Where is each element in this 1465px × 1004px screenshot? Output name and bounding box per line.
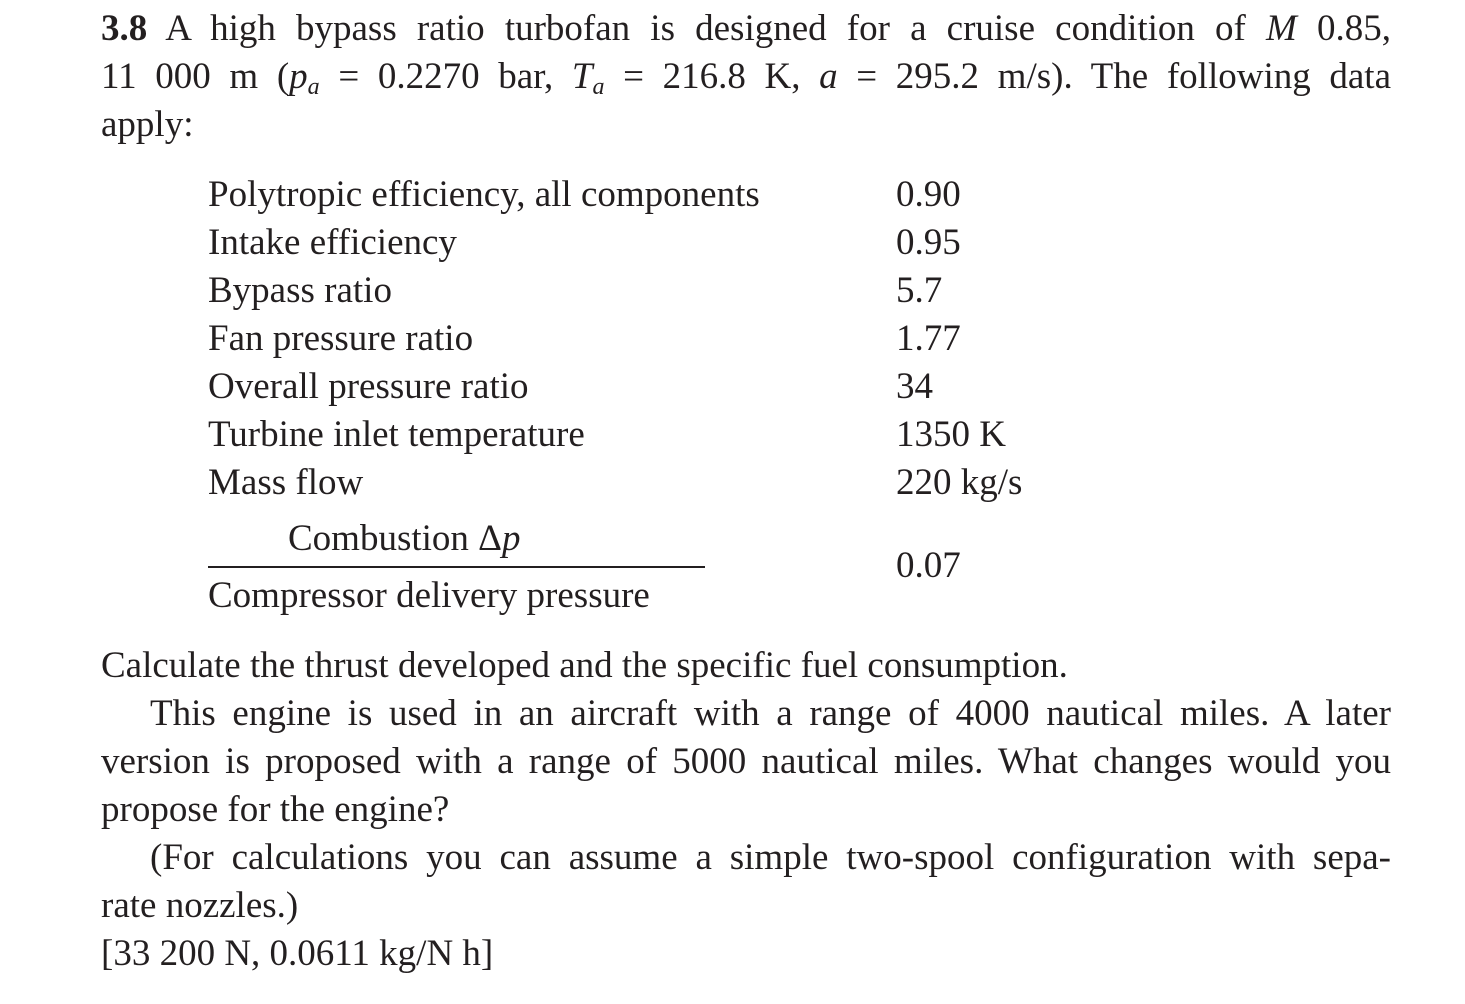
a-value: = 295.2 m/s). The following data (837, 56, 1391, 97)
data-row-value: 220 kg/s (896, 462, 1023, 503)
paragraph-3-line-1: (For calculations you can assume a simple two-spool configuration with sepa- (150, 837, 1391, 878)
data-row-label: Overall pressure ratio (208, 366, 529, 407)
ta-symbol: T (571, 56, 593, 97)
fraction-numerator (288, 515, 520, 563)
paragraph-2-line-1: This engine is used in an aircraft with a range of 4000 nautical miles. A later (150, 693, 1391, 734)
mach-value: 0.85, (1296, 8, 1392, 49)
ta-value: = 216.8 K, (604, 56, 820, 97)
paragraph-3-line-2: rate nozzles.) (101, 885, 299, 926)
fraction-value: 0.07 (896, 545, 961, 586)
answer-text: [33 200 N, 0.0611 kg/N h] (101, 933, 494, 974)
a-symbol: a (819, 56, 838, 97)
pa-symbol: p (289, 56, 308, 97)
pa-value: = 0.2270 bar, (319, 56, 572, 97)
data-row-value: 1350 K (896, 414, 1006, 455)
intro-text: A high bypass ratio turbofan is designed for a cruise condition of (165, 8, 1246, 49)
data-row-value: 0.90 (896, 174, 961, 215)
problem-number: 3.8 (101, 8, 148, 49)
ta-subscript: a (592, 74, 605, 100)
data-row-label: Turbine inlet temperature (208, 414, 585, 455)
altitude-text: 11 000 m ( (101, 56, 290, 97)
data-row-label: Mass flow (208, 462, 364, 503)
data-row-value: 34 (896, 366, 933, 407)
paragraph-2-line-3: propose for the engine? (101, 789, 450, 830)
mach-symbol: M (1266, 8, 1297, 49)
problem-intro-line-1 (101, 5, 1391, 53)
calculate-text: Calculate the thrust developed and the specific fuel consumption. (101, 645, 1068, 686)
paragraph-2-line-2: version is proposed with a range of 5000 nautical miles. What changes would you (101, 741, 1391, 782)
fraction-numerator-text: Combustion Δ (288, 518, 502, 559)
data-row-label: Intake efficiency (208, 222, 457, 263)
fraction-bar (208, 566, 705, 568)
data-row-value: 0.95 (896, 222, 961, 263)
fraction-denominator: Compressor delivery pressure (208, 575, 650, 616)
fraction-numerator-variable: p (501, 518, 521, 559)
problem-intro-line-2 (101, 53, 1391, 101)
pa-subscript: a (307, 74, 320, 100)
data-row-label: Polytropic efficiency, all components (208, 174, 760, 215)
data-row-label: Fan pressure ratio (208, 318, 474, 359)
apply-text: apply: (101, 104, 194, 145)
data-row-label: Bypass ratio (208, 270, 392, 311)
data-row-value: 5.7 (896, 270, 943, 311)
data-row-value: 1.77 (896, 318, 961, 359)
